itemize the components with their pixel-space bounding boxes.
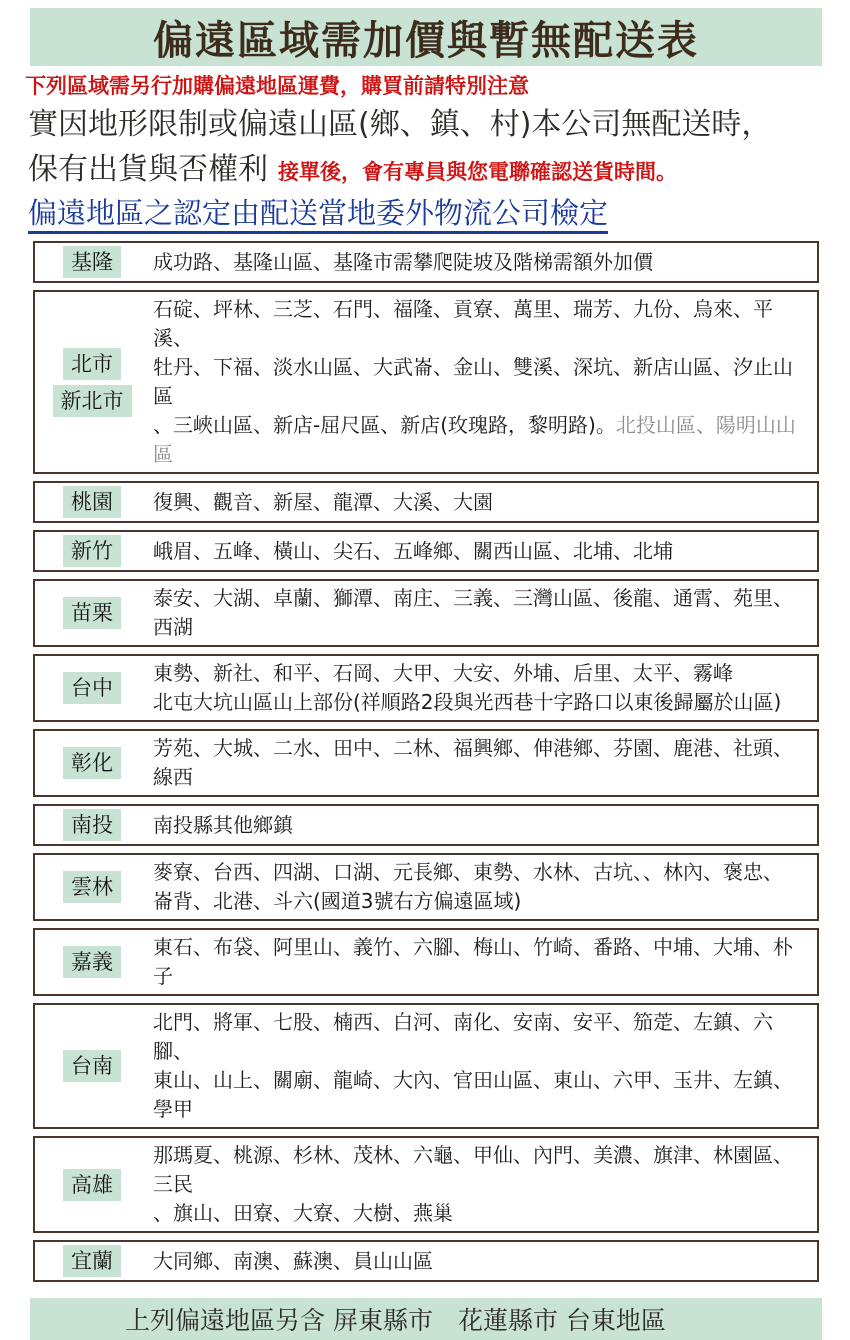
region-label-miaoli: 苗栗 xyxy=(63,597,121,629)
areas-text: 南投縣其他鄉鎮 xyxy=(153,812,293,837)
table-row-keelung xyxy=(33,241,819,283)
region-labels xyxy=(49,348,135,417)
areas-text: 峨眉、五峰、橫山、尖石、五峰鄉、關西山區、北埔、北埔 xyxy=(153,538,673,563)
table-row-kaohsiung xyxy=(33,1136,819,1233)
table-row-yilan xyxy=(33,1240,819,1282)
table-row-miaoli xyxy=(33,579,819,647)
region-labels xyxy=(49,1245,135,1277)
areas-text: 復興、觀音、新屋、龍潭、大溪、大園 xyxy=(153,489,493,514)
footer-bar xyxy=(30,1298,822,1340)
region-label-yilan: 宜蘭 xyxy=(63,1245,121,1277)
no-delivery-policy-line2 xyxy=(28,152,850,190)
region-label-taipei: 北市 xyxy=(63,348,121,380)
areas-text: 石碇、坪林、三芝、石門、福隆、貢寮、萬里、瑞芳、九份、烏來、平溪、 xyxy=(153,297,773,350)
region-labels xyxy=(49,597,135,629)
region-table xyxy=(33,241,819,1282)
region-label-nantou: 南投 xyxy=(63,809,121,841)
areas-text: 牡丹、下福、淡水山區、大武崙、金山、雙溪、深坑、新店山區、汐止山區 xyxy=(153,355,793,408)
areas-text: 東山、山上、關廟、龍崎、大內、官田山區、東山、六甲、玉井、左鎮、學甲 xyxy=(153,1068,793,1121)
region-areas xyxy=(153,1247,807,1276)
areas-text: 東勢、新社、和平、石岡、大甲、大安、外埔、后里、太平、霧峰 xyxy=(153,661,733,685)
region-areas xyxy=(153,1141,807,1228)
areas-text: 崙背、北港、斗六(國道3號右方偏遠區域) xyxy=(153,889,522,913)
title-bar xyxy=(30,8,822,66)
definition-line xyxy=(28,197,850,234)
table-row-taipei-newtaipei xyxy=(33,290,819,474)
areas-text-muted: 北投山區、陽明山山區 xyxy=(153,413,796,466)
region-labels xyxy=(49,1050,135,1082)
areas-text xyxy=(153,411,807,469)
region-labels xyxy=(49,535,135,567)
region-areas xyxy=(153,295,807,469)
table-row-tainan xyxy=(33,1003,819,1129)
areas-text: 大同鄉、南澳、蘇澳、員山山區 xyxy=(153,1248,433,1273)
areas-text: 東石、布袋、阿里山、義竹、六腳、梅山、竹崎、番路、中埔、大埔、朴子 xyxy=(153,935,793,988)
areas-text: 、三峽山區、新店-屈尺區、新店(玫瑰路，黎明路)。 xyxy=(153,413,616,437)
region-label-taoyuan: 桃園 xyxy=(63,486,121,518)
areas-text: 泰安、大湖、卓蘭、獅潭、南庄、三義、三灣山區、後龍、通霄、苑里、西湖 xyxy=(153,586,793,639)
no-delivery-policy-line1: 實因地形限制或偏遠山區(鄉、鎮、村)本公司無配送時， xyxy=(28,107,772,142)
region-areas xyxy=(153,488,807,517)
remote-area-surcharge-notice xyxy=(0,8,850,1335)
table-row-chiayi xyxy=(33,928,819,996)
table-row-taichung xyxy=(33,654,819,722)
footer-note: 上列偏遠地區另含 屏東縣市 花蓮縣市 台東地區 xyxy=(125,1306,666,1335)
table-row-nantou xyxy=(33,804,819,846)
definition-note: 偏遠地區之認定由配送當地委外物流公司檢定 xyxy=(28,197,608,234)
region-labels xyxy=(49,871,135,903)
areas-text: 、旗山、田寮、大寮、大樹、燕巢 xyxy=(153,1201,453,1225)
table-row-yunlin xyxy=(33,853,819,921)
table-row-hsinchu xyxy=(33,530,819,572)
areas-text: 麥寮、台西、四湖、口湖、元長鄉、東勢、水林、古坑、、林內、褒忠、 xyxy=(153,860,783,884)
region-labels xyxy=(49,809,135,841)
region-label-changhua: 彰化 xyxy=(63,747,121,779)
region-labels xyxy=(49,1169,135,1201)
areas-text: 北屯大坑山區山上部份(祥順路2段與光西巷十字路口以東後歸屬於山區) xyxy=(153,690,782,714)
region-areas xyxy=(153,1008,807,1124)
contact-confirm-note: 接單後，會有專員與您電聯確認送貨時間。 xyxy=(278,159,677,184)
region-label-tainan: 台南 xyxy=(63,1050,121,1082)
areas-text: 芳苑、大城、二水、田中、二林、福興鄉、伸港鄉、芬園、鹿港、社頭、線西 xyxy=(153,736,793,789)
region-areas xyxy=(153,659,807,717)
areas-text: 北門、將軍、七股、楠西、白河、南化、安南、安平、笳萣、左鎮、六腳、 xyxy=(153,1010,773,1063)
region-labels xyxy=(49,486,135,518)
page-title: 偏遠區域需加價與暫無配送表 xyxy=(153,17,699,64)
region-areas xyxy=(153,858,807,916)
region-label-new-taipei: 新北市 xyxy=(53,385,132,417)
region-label-chiayi: 嘉義 xyxy=(63,946,121,978)
region-labels xyxy=(49,946,135,978)
region-areas xyxy=(153,537,807,566)
region-labels xyxy=(49,246,135,278)
region-areas xyxy=(153,584,807,642)
policy-rights-text: 保有出貨與否權利 xyxy=(28,152,268,187)
region-label-hsinchu: 新竹 xyxy=(63,535,121,567)
areas-text: 那瑪夏、桃源、杉林、茂林、六龜、甲仙、內門、美濃、旗津、林園區、三民 xyxy=(153,1143,793,1196)
region-areas xyxy=(153,248,807,277)
surcharge-warning: 下列區域需另行加購偏遠地區運費，購買前請特別注意 xyxy=(25,73,529,98)
table-row-changhua xyxy=(33,729,819,797)
region-areas xyxy=(153,933,807,991)
region-label-yunlin: 雲林 xyxy=(63,871,121,903)
region-areas xyxy=(153,811,807,840)
region-labels xyxy=(49,672,135,704)
region-label-taichung: 台中 xyxy=(63,672,121,704)
region-label-keelung: 基隆 xyxy=(63,246,121,278)
areas-text: 成功路、基隆山區、基隆市需攀爬陡坡及階梯需額外加價 xyxy=(153,249,653,274)
table-row-taoyuan xyxy=(33,481,819,523)
region-areas xyxy=(153,734,807,792)
region-label-kaohsiung: 高雄 xyxy=(63,1169,121,1201)
region-labels xyxy=(49,747,135,779)
